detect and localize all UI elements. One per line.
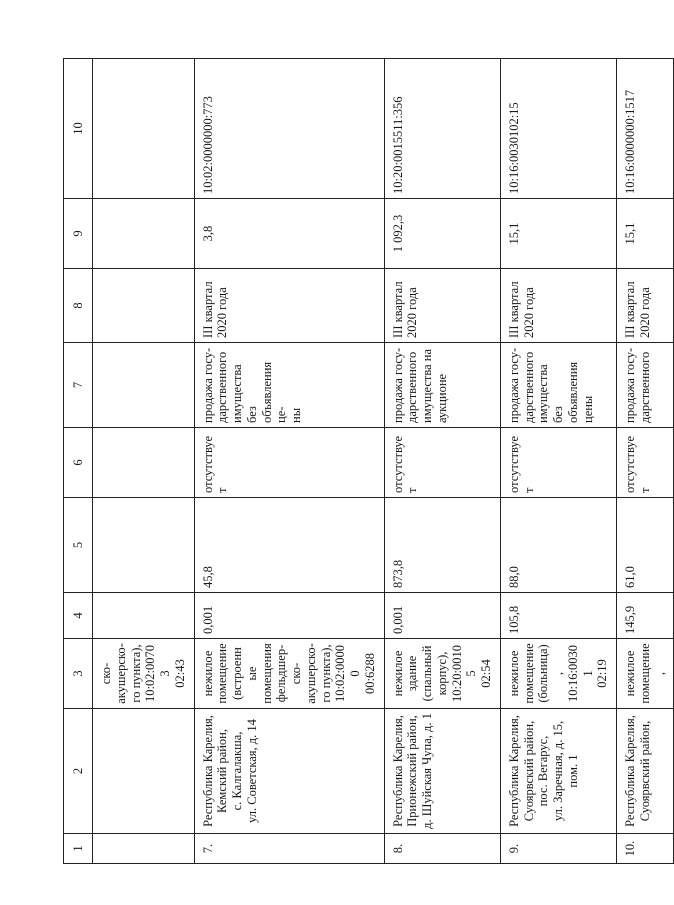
col4-cell: 105,8 [500, 593, 616, 639]
col4-cell: 0,001 [194, 593, 384, 639]
row-number-cell: 10. [617, 834, 674, 864]
row-number-cell: 8. [384, 834, 500, 864]
period-cell: III квартал 2020 года [617, 269, 674, 343]
column-number: 4 [64, 593, 93, 639]
column-number: 9 [64, 199, 93, 269]
table-row [500, 59, 616, 864]
address-cell: Республика Карелия, Прионежский район, д. Шуйская Чупа, д. 1 [384, 709, 500, 834]
period-cell: III квартал 2020 года [194, 269, 384, 343]
cadastral-cell: 10:16:0000000:1517 [617, 59, 674, 199]
sale-method-cell: продажа госу- дарственного имущества без объявления це- ны [194, 343, 384, 428]
row-number-cell: 7. [194, 834, 384, 864]
cadastral-cell: 10:20:0015511:356 [384, 59, 500, 199]
col9-cell: 15,1 [500, 199, 616, 269]
address-cell: Республика Карелия, Кемский район, с. Калгалакша, ул. Советская, д. 14 [194, 709, 384, 834]
period-cell: III квартал 2020 года [384, 269, 500, 343]
column-number: 10 [64, 59, 93, 199]
object-type-cell: нежилое здание (спальный корпус), 10:20:00105 02:54 [384, 639, 500, 709]
col9-cell: 3,8 [194, 199, 384, 269]
column-number: 5 [64, 498, 93, 593]
encumbrance-cell: отсутствует [194, 428, 384, 498]
area-cell: 88,0 [500, 498, 616, 593]
object-type-cell: нежилое помещение, [617, 639, 674, 709]
column-number: 6 [64, 428, 93, 498]
area-cell: 873,8 [384, 498, 500, 593]
property-table [63, 58, 674, 864]
sale-method-cell: продажа госу- дарственного имущества без объявления цены [500, 343, 616, 428]
sale-method-cell: продажа госу- дарственного имущества на аукционе [384, 343, 500, 428]
column-number-row [64, 59, 93, 864]
cadastral-cell: 10:16:0030102:15 [500, 59, 616, 199]
col4-cell: 145,9 [617, 593, 674, 639]
row-number-cell: 9. [500, 834, 616, 864]
object-type-cell: нежилое помещение (больница), 10:16:00301 02:19 [500, 639, 616, 709]
table-row [384, 59, 500, 864]
encumbrance-cell: отсутствует [617, 428, 674, 498]
area-cell: 61,0 [617, 498, 674, 593]
table-row [617, 59, 674, 864]
continuation-row [93, 59, 195, 864]
encumbrance-cell: отсутствует [500, 428, 616, 498]
table-row [194, 59, 384, 864]
column-number: 2 [64, 709, 93, 834]
column-number: 3 [64, 639, 93, 709]
column-number: 7 [64, 343, 93, 428]
address-cell: Республика Карелия, Суоярвский район, [617, 709, 674, 834]
col9-cell: 15,1 [617, 199, 674, 269]
sale-method-cell: продажа госу- дарственного [617, 343, 674, 428]
address-cell: Республика Карелия, Суоярвский район, пос. Вегарус, ул. Заречная, д. 15, пом. 1 [500, 709, 616, 834]
column-number: 8 [64, 269, 93, 343]
column-number: 1 [64, 834, 93, 864]
object-type-cell: ско- акушерско- го пункта), 10:02:00703 02:43 [93, 639, 195, 709]
col4-cell: 0,001 [384, 593, 500, 639]
area-cell: 45,8 [194, 498, 384, 593]
cadastral-cell: 10:02:0000000:773 [194, 59, 384, 199]
encumbrance-cell: отсутствует [384, 428, 500, 498]
rotated-page [63, 59, 667, 864]
object-type-cell: нежилое помещение (встроенные помещения фельдшер- ско- акушерско- го пункта), 10:02:00000 00:6288 [194, 639, 384, 709]
period-cell: III квартал 2020 года [500, 269, 616, 343]
col9-cell: 1 092,3 [384, 199, 500, 269]
